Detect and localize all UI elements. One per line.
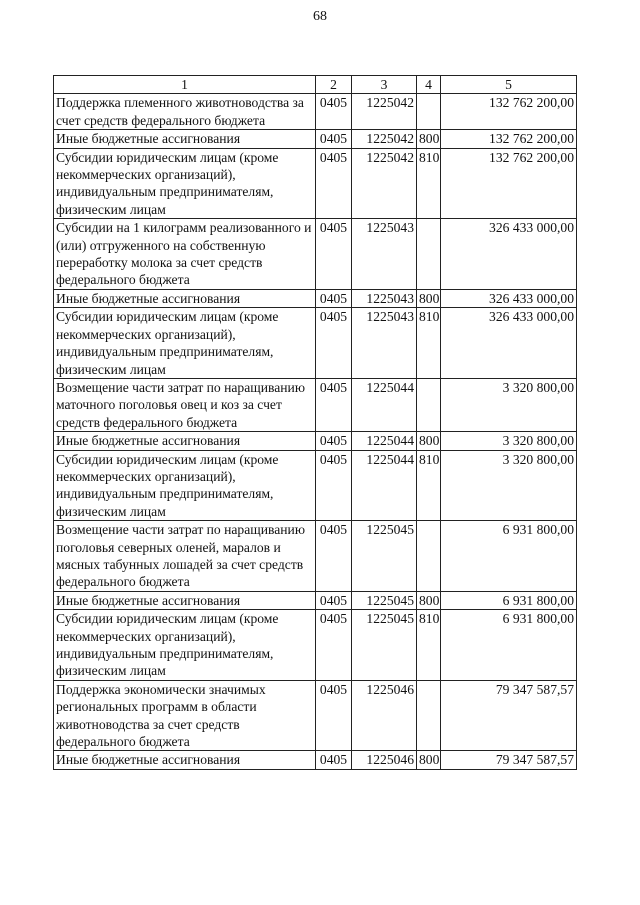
amount: 3 320 800,00	[441, 378, 577, 431]
section-code: 0405	[316, 219, 352, 290]
item-name: Поддержка экономически значимых региональных программ в области животноводства за счет средств федерального бюджета	[54, 680, 316, 751]
target-article-code: 1225044	[352, 378, 417, 431]
expense-type-code	[417, 680, 441, 751]
target-article-code: 1225046	[352, 680, 417, 751]
amount: 6 931 800,00	[441, 610, 577, 681]
amount: 132 762 200,00	[441, 130, 577, 148]
amount: 6 931 800,00	[441, 521, 577, 592]
page-number: 68	[313, 9, 327, 24]
target-article-code: 1225043	[352, 308, 417, 379]
table-row	[54, 432, 577, 450]
section-code: 0405	[316, 450, 352, 521]
table-body	[54, 94, 577, 769]
item-name: Субсидии юридическим лицам (кроме некоммерческих организаций), индивидуальным предпринимателям, физическим лицам	[54, 610, 316, 681]
budget-table	[53, 75, 577, 770]
expense-type-code: 800	[417, 591, 441, 609]
column-header: 3	[352, 76, 417, 94]
section-code: 0405	[316, 378, 352, 431]
column-header: 4	[417, 76, 441, 94]
expense-type-code	[417, 94, 441, 130]
expense-type-code: 810	[417, 450, 441, 521]
item-name: Иные бюджетные ассигнования	[54, 289, 316, 307]
table-row	[54, 130, 577, 148]
target-article-code: 1225042	[352, 148, 417, 219]
section-code: 0405	[316, 680, 352, 751]
item-name: Субсидии юридическим лицам (кроме некоммерческих организаций), индивидуальным предпринимателям, физическим лицам	[54, 450, 316, 521]
expense-type-code: 800	[417, 751, 441, 769]
item-name: Субсидии юридическим лицам (кроме некоммерческих организаций), индивидуальным предпринимателям, физическим лицам	[54, 308, 316, 379]
target-article-code: 1225044	[352, 450, 417, 521]
table-row	[54, 450, 577, 521]
amount: 132 762 200,00	[441, 94, 577, 130]
target-article-code: 1225042	[352, 94, 417, 130]
item-name: Иные бюджетные ассигнования	[54, 591, 316, 609]
table-row	[54, 610, 577, 681]
item-name: Возмещение части затрат по наращиванию поголовья северных оленей, маралов и мясных табунных лошадей за счет средств федерального бюджета	[54, 521, 316, 592]
table-header-row	[54, 76, 577, 94]
table-row	[54, 219, 577, 290]
target-article-code: 1225043	[352, 289, 417, 307]
target-article-code: 1225043	[352, 219, 417, 290]
expense-type-code: 800	[417, 130, 441, 148]
amount: 3 320 800,00	[441, 450, 577, 521]
section-code: 0405	[316, 148, 352, 219]
expense-type-code	[417, 219, 441, 290]
item-name: Субсидии на 1 килограмм реализованного и (или) отгруженного на собственную переработку молока за счет средств федерального бюджета	[54, 219, 316, 290]
expense-type-code: 810	[417, 610, 441, 681]
item-name: Иные бюджетные ассигнования	[54, 130, 316, 148]
item-name: Возмещение части затрат по наращиванию маточного поголовья овец и коз за счет средств федерального бюджета	[54, 378, 316, 431]
table-row	[54, 378, 577, 431]
amount: 326 433 000,00	[441, 219, 577, 290]
target-article-code: 1225042	[352, 130, 417, 148]
table-row	[54, 521, 577, 592]
amount: 3 320 800,00	[441, 432, 577, 450]
amount: 6 931 800,00	[441, 591, 577, 609]
target-article-code: 1225046	[352, 751, 417, 769]
target-article-code: 1225045	[352, 610, 417, 681]
section-code: 0405	[316, 751, 352, 769]
amount: 79 347 587,57	[441, 680, 577, 751]
section-code: 0405	[316, 610, 352, 681]
section-code: 0405	[316, 432, 352, 450]
table-row	[54, 751, 577, 769]
amount: 326 433 000,00	[441, 289, 577, 307]
table-row	[54, 591, 577, 609]
amount: 326 433 000,00	[441, 308, 577, 379]
expense-type-code: 810	[417, 148, 441, 219]
expense-type-code: 800	[417, 289, 441, 307]
expense-type-code	[417, 521, 441, 592]
item-name: Иные бюджетные ассигнования	[54, 751, 316, 769]
section-code: 0405	[316, 130, 352, 148]
column-header: 2	[316, 76, 352, 94]
column-header: 5	[441, 76, 577, 94]
section-code: 0405	[316, 521, 352, 592]
section-code: 0405	[316, 94, 352, 130]
item-name: Субсидии юридическим лицам (кроме некоммерческих организаций), индивидуальным предпринимателям, физическим лицам	[54, 148, 316, 219]
amount: 79 347 587,57	[441, 751, 577, 769]
amount: 132 762 200,00	[441, 148, 577, 219]
table-row	[54, 289, 577, 307]
item-name: Поддержка племенного животноводства за счет средств федерального бюджета	[54, 94, 316, 130]
expense-type-code: 800	[417, 432, 441, 450]
table-row	[54, 148, 577, 219]
table-row	[54, 680, 577, 751]
target-article-code: 1225045	[352, 591, 417, 609]
target-article-code: 1225044	[352, 432, 417, 450]
expense-type-code: 810	[417, 308, 441, 379]
table-row	[54, 308, 577, 379]
item-name: Иные бюджетные ассигнования	[54, 432, 316, 450]
expense-type-code	[417, 378, 441, 431]
table-row	[54, 94, 577, 130]
section-code: 0405	[316, 591, 352, 609]
target-article-code: 1225045	[352, 521, 417, 592]
column-header: 1	[54, 76, 316, 94]
section-code: 0405	[316, 289, 352, 307]
section-code: 0405	[316, 308, 352, 379]
